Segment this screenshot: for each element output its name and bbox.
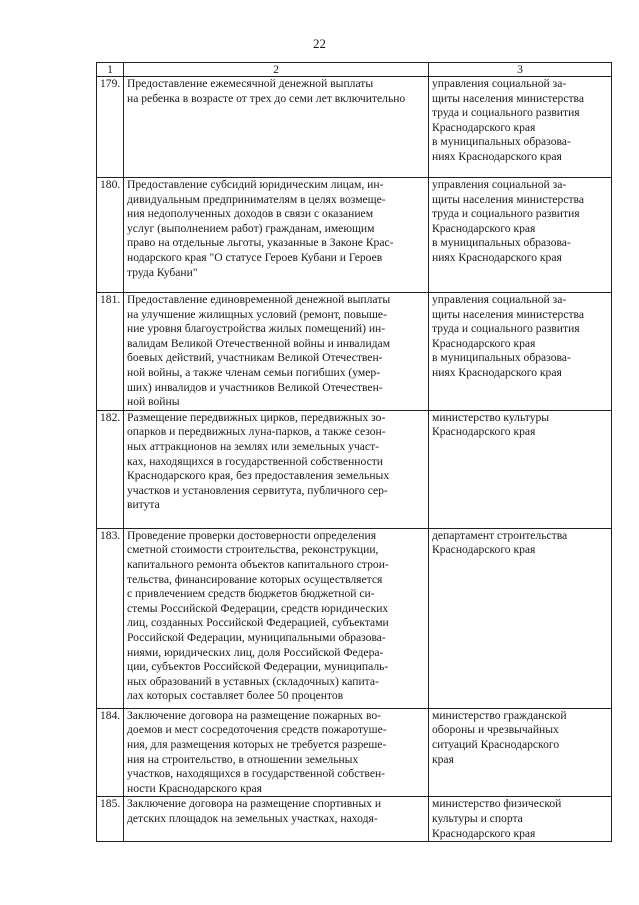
table-row [97,528,612,708]
service-description-line: Заключение договора на размещение спортивных и [127,797,382,811]
table-row [97,293,612,411]
services-table [96,62,612,842]
service-description-line: детских площадок на земельных участках, находя- [127,811,378,825]
service-description-line: доемов и мест сосредоточения средств пожаротуше- [127,723,387,737]
service-description-line: боевых действий, участникам Великой Отечествен- [127,351,383,365]
service-description-line: Краснодарского края, без предоставления земельных [127,469,390,483]
service-description-line: тельства, финансирование которых осуществляется [127,572,383,586]
service-description-line: ных аттракционов на землях или земельных участ- [127,439,379,453]
table-row [97,178,612,293]
service-description-line: витута [127,498,160,512]
service-description-line: валидам Великой Отечественной войны и инвалидам [127,336,391,350]
responsible-authority-line: управления социальной за- [432,77,567,90]
responsible-authority [429,708,612,797]
responsible-authority-line: Краснодарского края [432,543,536,557]
row-number: 180. [97,178,124,293]
service-description-line: Российской Федерации, муниципальными образова- [127,630,386,644]
header-row [97,63,612,77]
responsible-authority [429,528,612,708]
service-description-line: Предоставление ежемесячной денежной выплаты [127,77,374,90]
responsible-authority-line: труда и социального развития [432,106,580,120]
responsible-authority-line: департамент строительства [432,528,568,542]
responsible-authority-line: в муниципальных образова- [432,236,571,250]
service-description-line: ности Краснодарского края [127,781,262,795]
responsible-authority-line: Краснодарского края [432,120,536,134]
service-description-line: ния недополученных доходов в связи с оказанием [127,207,374,221]
service-description-line: на улучшение жилищных условий (ремонт, повыше- [127,307,387,321]
service-description-line: Проведение проверки достоверности определения [127,528,377,542]
table-row [97,410,612,528]
service-description-line: услуг (выполнением работ) гражданам, имеющим [127,221,375,235]
service-description-line: Предоставление субсидий юридическим лицам, ин- [127,178,384,191]
responsible-authority-line: министерство культуры [432,410,550,424]
responsible-authority [429,410,612,528]
service-description-line: лах которых составляет более 50 процентов [127,689,344,703]
service-description-line: ции, субъектов Российской Федерации, муниципаль- [127,660,389,674]
responsible-authority-line: щиты населения министерства [432,91,585,105]
service-description [124,797,429,842]
responsible-authority-line: ситуаций Краснодарского [432,737,560,751]
service-description-line: участков, находящихся в государственной собствен- [127,767,386,781]
service-description-line: ной войны, а также членам семьи погибших (умер- [127,365,381,379]
service-description-line: сметной стоимости строительства, реконструкции, [127,543,379,557]
responsible-authority-line: ниях Краснодарского края [432,149,562,163]
row-number: 182. [97,410,124,528]
responsible-authority [429,797,612,842]
service-description-line: стемы Российской Федерации, средств юридических [127,601,389,615]
row-number: 183. [97,528,124,708]
service-description-line: ших) инвалидов и участников Великой Отечествен- [127,380,383,394]
header-cell-2: 2 [124,63,429,77]
header-cell-1: 1 [97,63,124,77]
responsible-authority-line: в муниципальных образова- [432,135,571,149]
service-description-line: нодарского края "О статусе Героев Кубани и Героев [127,250,383,264]
responsible-authority-line: Краснодарского края [432,336,536,350]
service-description-line: труда Кубани" [127,265,198,279]
responsible-authority-line: в муниципальных образова- [432,351,571,365]
service-description-line: Заключение договора на размещение пожарных во- [127,708,382,722]
service-description-line: с привлечением средств бюджетов бюджетной си- [127,587,375,601]
service-description [124,410,429,528]
row-number: 181. [97,293,124,411]
responsible-authority-line: щиты населения министерства [432,192,585,206]
responsible-authority [429,178,612,293]
service-description-line: капитального ремонта объектов капитального строи- [127,557,389,571]
service-description-line: дивидуальным предпринимателям в целях возмеще- [127,192,386,206]
responsible-authority-line: Краснодарского края [432,221,536,235]
responsible-authority-line: ниях Краснодарского края [432,365,562,379]
responsible-authority-line: управления социальной за- [432,293,567,306]
service-description-line: ниями, юридических лиц, доля Российской Федера- [127,645,384,659]
service-description-line: ние уровня благоустройства жилых помещений) ин- [127,322,386,336]
service-description-line: лиц, созданных Российской Федерацией, субъектами [127,616,389,630]
page-number: 22 [313,36,326,51]
service-description-line: ния, для размещения которых не требуется разреше- [127,737,387,751]
row-number: 184. [97,708,124,797]
responsible-authority-line: управления социальной за- [432,178,567,191]
service-description-line: право на отдельные льготы, указанные в Законе Крас- [127,236,394,250]
service-description-line: ния на строительство, в отношении земельных [127,752,359,766]
responsible-authority [429,293,612,411]
service-description [124,528,429,708]
service-description-line: опарков и передвижных луна-парков, а также сезон- [127,425,386,439]
responsible-authority-line: министерство физической [432,797,562,811]
responsible-authority-line: щиты населения министерства [432,307,585,321]
table-row [97,708,612,797]
service-description-line: ных образований в уставных (складочных) капита- [127,674,379,688]
responsible-authority-line: министерство гражданской [432,708,567,722]
table-row [97,797,612,842]
responsible-authority [429,77,612,178]
service-description-line: участков и установления сервитута, публичного сер- [127,483,388,497]
responsible-authority-line: ниях Краснодарского края [432,250,562,264]
table-row [97,77,612,178]
row-number: 185. [97,797,124,842]
service-description [124,178,429,293]
responsible-authority-line: Краснодарского края [432,425,536,439]
service-description [124,708,429,797]
service-description-line: ках, находящихся в государственной собственности [127,454,383,468]
responsible-authority-line: Краснодарского края [432,826,536,840]
row-number: 179. [97,77,124,178]
service-description [124,77,429,178]
responsible-authority-line: обороны и чрезвычайных [432,723,559,737]
service-description-line: на ребенка в возрасте от трех до семи лет включительно [127,91,406,105]
service-description-line: Предоставление единовременной денежной выплаты [127,293,391,306]
responsible-authority-line: культуры и спорта [432,811,523,825]
header-cell-3: 3 [429,63,612,77]
responsible-authority-line: края [432,752,454,766]
service-description [124,293,429,411]
service-description-line: Размещение передвижных цирков, передвижных зо- [127,410,386,424]
responsible-authority-line: труда и социального развития [432,207,580,221]
responsible-authority-line: труда и социального развития [432,322,580,336]
service-description-line: ной войны [127,395,180,409]
